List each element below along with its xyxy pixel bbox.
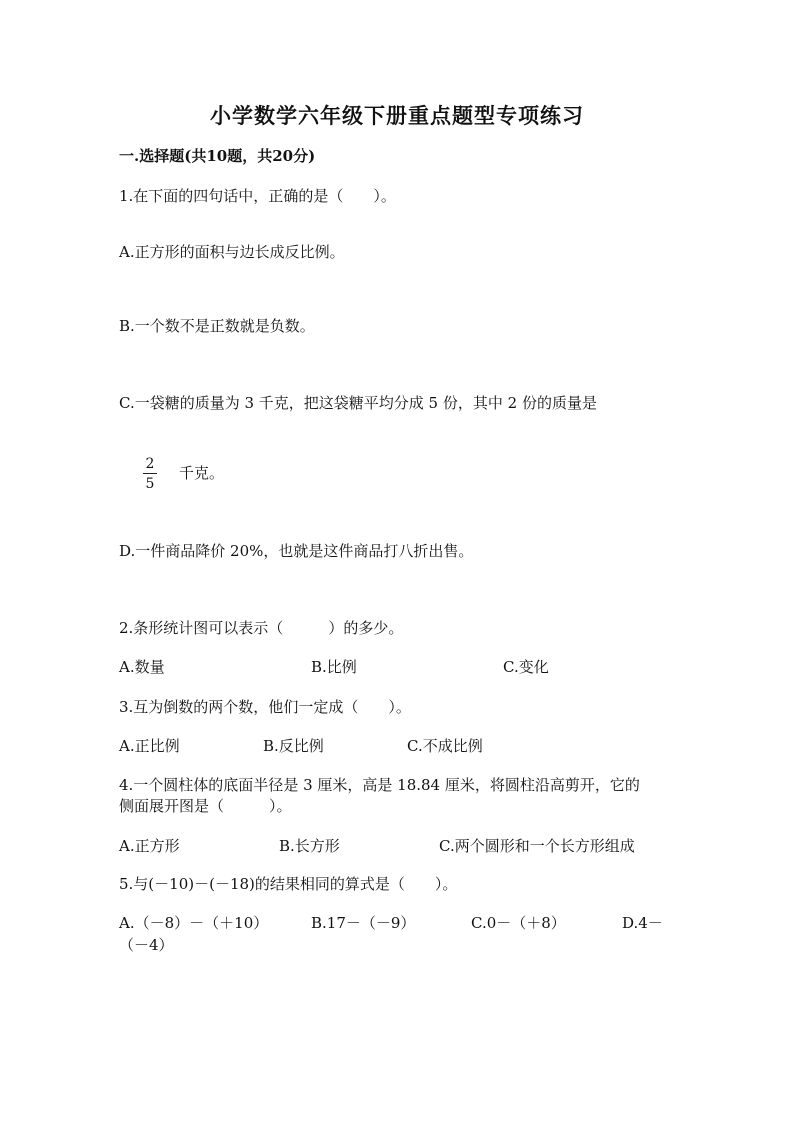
- question-1-option-b: B.一个数不是正数就是负数。: [119, 317, 315, 335]
- fraction-numerator: 2: [145, 456, 155, 472]
- question-5-option-c: C.0－（＋8）: [471, 914, 566, 932]
- question-2-option-a: A.数量: [119, 658, 165, 676]
- question-3-option-a: A.正比例: [119, 737, 180, 755]
- question-1-option-c-tail: 千克。: [179, 464, 225, 482]
- question-5-option-b: B.17－（－9）: [311, 914, 416, 932]
- question-4-stem-line1: 4.一个圆柱体的底面半径是 3 厘米，高是 18.84 厘米，将圆柱沿高剪开，它的: [119, 776, 640, 794]
- question-3-option-c: C.不成比例: [407, 737, 483, 755]
- fraction-denominator: 5: [145, 476, 155, 492]
- question-1-option-d: D.一件商品降价 20%，也就是这件商品打八折出售。: [119, 542, 474, 560]
- question-3-stem: 3.互为倒数的两个数，他们一定成（ ）。: [119, 698, 411, 716]
- section-heading: 一.选择题(共10题，共20分): [119, 147, 316, 165]
- question-5-option-d: D.4－: [622, 914, 663, 932]
- question-4-option-b: B.长方形: [279, 837, 340, 855]
- question-5-option-a: A.（－8）－（＋10）: [119, 914, 269, 932]
- question-5-option-d-continued: （－4）: [119, 936, 174, 954]
- question-2-stem: 2.条形统计图可以表示（ ）的多少。: [119, 619, 404, 637]
- question-1-stem: 1.在下面的四句话中，正确的是（ ）。: [119, 187, 396, 205]
- question-2-option-c: C.变化: [503, 658, 549, 676]
- fraction-bar: [143, 473, 157, 474]
- question-4-option-c: C.两个圆形和一个长方形组成: [439, 837, 635, 855]
- question-2-option-b: B.比例: [311, 658, 357, 676]
- question-3-option-b: B.反比例: [263, 737, 324, 755]
- question-1-option-c: C.一袋糖的质量为 3 千克，把这袋糖平均分成 5 份，其中 2 份的质量是: [119, 394, 597, 412]
- question-1-option-a: A.正方形的面积与边长成反比例。: [119, 243, 345, 261]
- page-title: 小学数学六年级下册重点题型专项练习: [210, 103, 584, 128]
- question-4-option-a: A.正方形: [119, 837, 180, 855]
- fraction-two-fifths: [143, 456, 157, 492]
- question-4-stem-line2: 侧面展开图是（ ）。: [119, 797, 292, 815]
- question-5-stem: 5.与(－10)－(－18)的结果相同的算式是（ ）。: [119, 875, 458, 893]
